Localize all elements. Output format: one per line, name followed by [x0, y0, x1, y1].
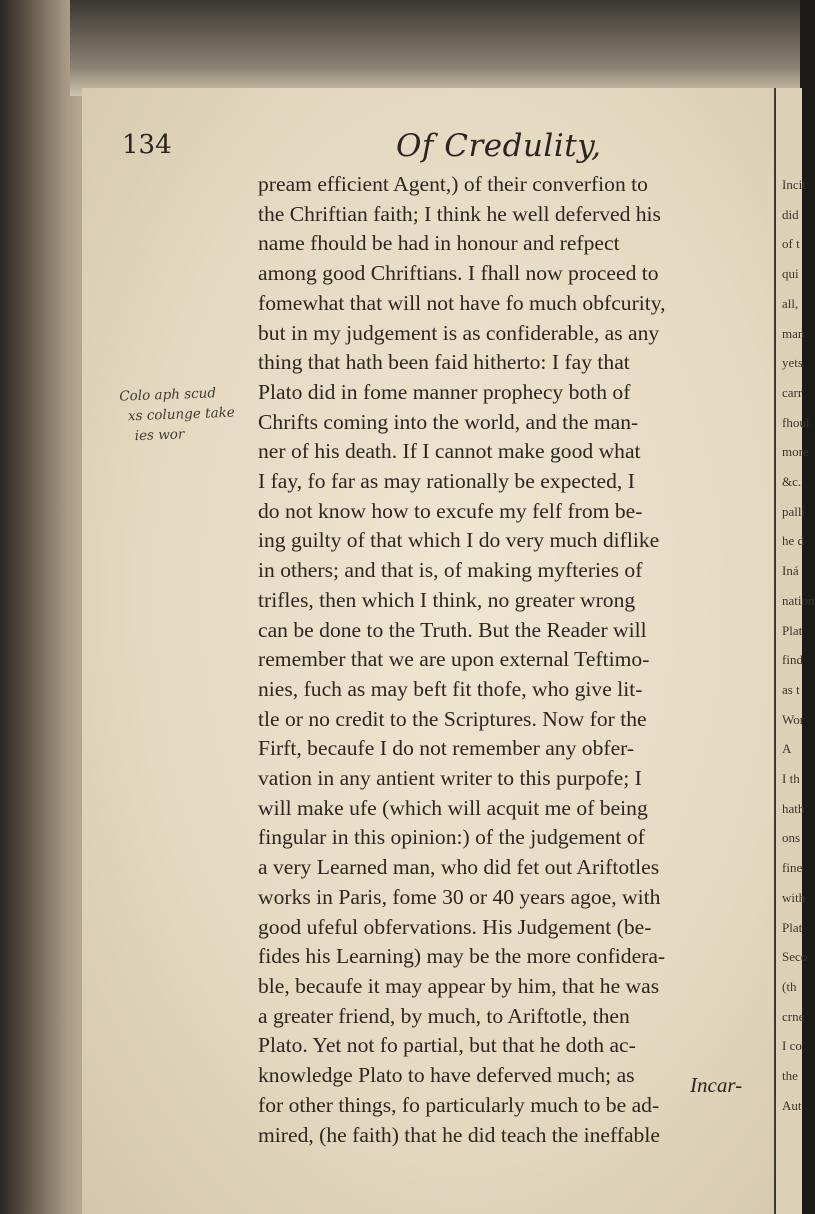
text-line: fomewhat that will not have fo much obfcurity,: [258, 290, 666, 315]
text-line: Firft, becaufe I do not remember any obfer-: [258, 736, 635, 761]
text-line: I fay, fo far as may rationally be expected, I: [258, 469, 635, 494]
text-line: Plato. Yet not fo partial, but that he doth ac-: [258, 1033, 636, 1058]
top-shadow: [70, 0, 800, 96]
text-line: ble, becaufe it may appear by him, that he was: [258, 973, 660, 998]
adjacent-page-fragment: did: [782, 206, 799, 222]
adjacent-page-fragment: Plat: [782, 919, 803, 935]
text-line: knowledge Plato to have deferved much; as: [258, 1063, 635, 1088]
text-line: mired, (he faith) that he did teach the ineffable: [258, 1122, 660, 1147]
adjacent-page-fragment: hath: [782, 800, 805, 816]
adjacent-page-fragment: of t: [782, 236, 800, 252]
running-head: Of Credulity,: [396, 128, 602, 164]
adjacent-page-fragment: man: [782, 325, 805, 341]
adjacent-page-fragment: &c.: [782, 474, 802, 490]
text-line: works in Paris, fome 30 or 40 years agoe, with: [258, 884, 661, 909]
adjacent-page-fragment: yets: [782, 355, 803, 371]
adjacent-page-fragment: as t: [782, 681, 800, 697]
adjacent-page-fragment: palli: [782, 503, 806, 519]
adjacent-page-fragment: Incit: [782, 177, 806, 192]
adjacent-page-fragment: Iná: [782, 563, 799, 579]
adjacent-page-fragment: with: [782, 889, 806, 905]
text-line: name fhould be had in honour and refpect: [258, 231, 620, 256]
text-line: a greater friend, by much, to Ariftotle, then: [258, 1003, 630, 1028]
handwritten-marginalia: [119, 381, 271, 446]
adjacent-page-fragment: fhoul: [782, 414, 810, 430]
adjacent-page-fragment: nation: [782, 592, 815, 608]
page-number: 134: [122, 130, 172, 160]
adjacent-page-fragment: I co: [782, 1038, 802, 1054]
text-line: Chrifts coming into the world, and the man-: [258, 409, 639, 434]
adjacent-page-fragment: A: [782, 741, 792, 757]
text-line: ing guilty of that which I do very much diflike: [258, 528, 660, 553]
adjacent-page-fragment: carr: [782, 384, 803, 400]
adjacent-page-fragment: qui: [782, 266, 799, 282]
text-line: fingular in this opinion:) of the judgement of: [258, 825, 645, 850]
adjacent-page-fragment: all,: [782, 295, 799, 311]
text-line: good ufeful obfervations. His Judgement (be-: [258, 914, 652, 939]
adjacent-page-fragment: Seco: [782, 949, 808, 965]
marginalia-line: ies wor: [134, 426, 185, 445]
adjacent-page-fragment: (th: [782, 978, 797, 994]
text-line: will make ufe (which will acquit me of being: [258, 795, 648, 820]
adjacent-page-fragment: crne: [782, 1008, 805, 1024]
text-line: for other things, fo particularly much to be ad-: [258, 1092, 660, 1117]
adjacent-page-fragment: find: [782, 652, 803, 668]
text-line: but in my judgement is as confiderable, as any: [258, 320, 660, 345]
text-line: a very Learned man, who did fet out Ariftotles: [258, 855, 660, 880]
adjacent-page-fragment: the: [782, 1068, 798, 1084]
adjacent-page-fragment: he d: [782, 533, 805, 549]
text-line: fides his Learning) may be the more confidera-: [258, 944, 666, 969]
text-line: nies, fuch as may beft fit thofe, who give lit-: [258, 676, 643, 701]
adjacent-page-fragment: Aut: [782, 1097, 802, 1113]
page-header: [0, 128, 800, 168]
text-line: trifles, then which I think, no greater wrong: [258, 587, 636, 612]
text-line: pream efficient Agent,) of their converfion to: [258, 172, 648, 196]
adjacent-page-fragment: more: [782, 444, 809, 460]
marginalia-line: xs colunge take: [127, 404, 236, 425]
text-line: in others; and that is, of making myfteries of: [258, 558, 643, 583]
adjacent-page-fragment: fine: [782, 860, 803, 876]
text-line: vation in any antient writer to this purpofe; I: [258, 766, 642, 791]
text-line: can be done to the Truth. But the Reader will: [258, 617, 647, 642]
adjacent-page-fragment: Plat: [782, 622, 803, 638]
text-line: thing that hath been faid hitherto: I fay that: [258, 350, 630, 375]
text-line: among good Chriftians. I fhall now proceed to: [258, 261, 659, 286]
text-line: tle or no credit to the Scriptures. Now for the: [258, 706, 647, 731]
marginalia-line: Colo aph scud: [119, 385, 217, 405]
body-text: [258, 170, 750, 1150]
adjacent-page-fragment: Wor: [782, 711, 805, 727]
text-line: do not know how to excufe my felf from be-: [258, 498, 643, 523]
adjacent-page-fragment: I th: [782, 771, 800, 787]
text-line: remember that we are upon external Teftimo-: [258, 647, 650, 672]
adjacent-page-fragment: ons: [782, 830, 801, 846]
text-line: the Chriftian faith; I think he well deferved his: [258, 201, 661, 226]
text-line: Plato did in fome manner prophecy both of: [258, 379, 631, 404]
adjacent-page-text: [782, 170, 815, 1121]
text-line: ner of his death. If I cannot make good what: [258, 439, 641, 464]
catchword: Incar-: [690, 1073, 743, 1097]
